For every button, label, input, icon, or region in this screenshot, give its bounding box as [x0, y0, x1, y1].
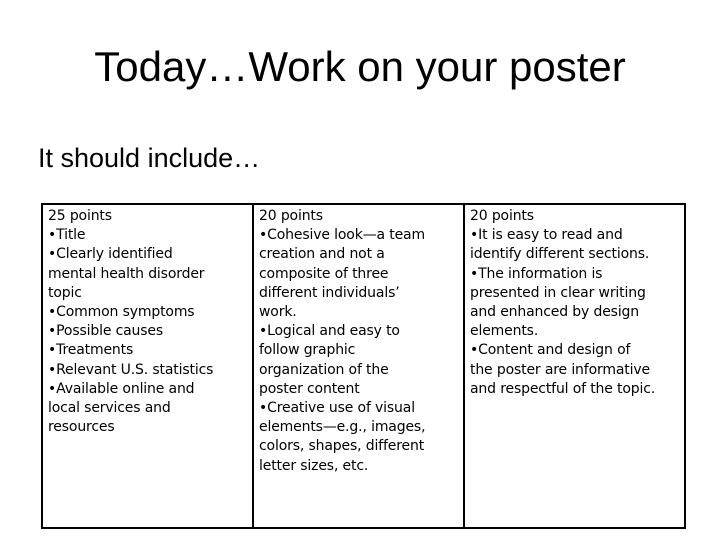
column-2-line: elements—e.g., images, — [259, 419, 426, 436]
column-2-line: •Cohesive look—a team — [259, 227, 425, 244]
column-3-line: •It is easy to read and — [470, 227, 623, 244]
column-2-line: different individuals’ — [259, 284, 400, 301]
column-1-line: •Available online and — [48, 380, 195, 397]
column-3-line: identify different sections. — [470, 246, 650, 263]
rubric-column-2 — [253, 204, 464, 528]
column-2-line: follow graphic — [259, 342, 356, 359]
column-2-points: 20 points — [259, 208, 323, 224]
column-2-line: creation and not a — [259, 246, 385, 263]
column-3-line: presented in clear writing — [470, 284, 646, 301]
column-2-line: •Creative use of visual — [259, 400, 415, 417]
column-3-line: the poster are informative — [470, 361, 650, 378]
column-1-line: •Possible causes — [48, 323, 164, 340]
column-3-line: elements. — [470, 323, 539, 340]
column-2-line: composite of three — [259, 265, 389, 282]
column-1-line: •Relevant U.S. statistics — [48, 361, 214, 378]
column-2-line: •Logical and easy to — [259, 323, 400, 340]
column-1-line: mental health disorder — [48, 265, 205, 282]
rubric-column-3 — [464, 204, 685, 528]
column-1-line: •Common symptoms — [48, 304, 195, 321]
column-1-line: •Clearly identified — [48, 246, 173, 263]
column-3-line: and enhanced by design — [470, 304, 640, 321]
column-1-points: 25 points — [48, 208, 112, 224]
rubric-row — [42, 204, 685, 528]
column-1-line: topic — [48, 284, 82, 301]
column-2-line: organization of the — [259, 361, 389, 378]
rubric-table — [41, 203, 686, 529]
column-3-line: and respectful of the topic. — [470, 380, 656, 397]
slide-title: Today…Work on your poster — [94, 43, 626, 90]
column-2-line: work. — [259, 304, 297, 321]
column-2-line: poster content — [259, 380, 360, 397]
column-1-line: •Title — [48, 227, 86, 244]
column-3-line: •Content and design of — [470, 342, 631, 359]
column-3-points: 20 points — [470, 208, 534, 224]
column-1-line: local services and — [48, 400, 171, 417]
column-1-line: •Treatments — [48, 342, 134, 359]
column-1-line: resources — [48, 419, 115, 436]
slide-subtitle: It should include… — [38, 143, 261, 173]
column-2-line: colors, shapes, different — [259, 438, 425, 455]
column-2-line: letter sizes, etc. — [259, 457, 369, 474]
rubric-column-1 — [42, 204, 253, 528]
column-3-line: •The information is — [470, 265, 603, 282]
